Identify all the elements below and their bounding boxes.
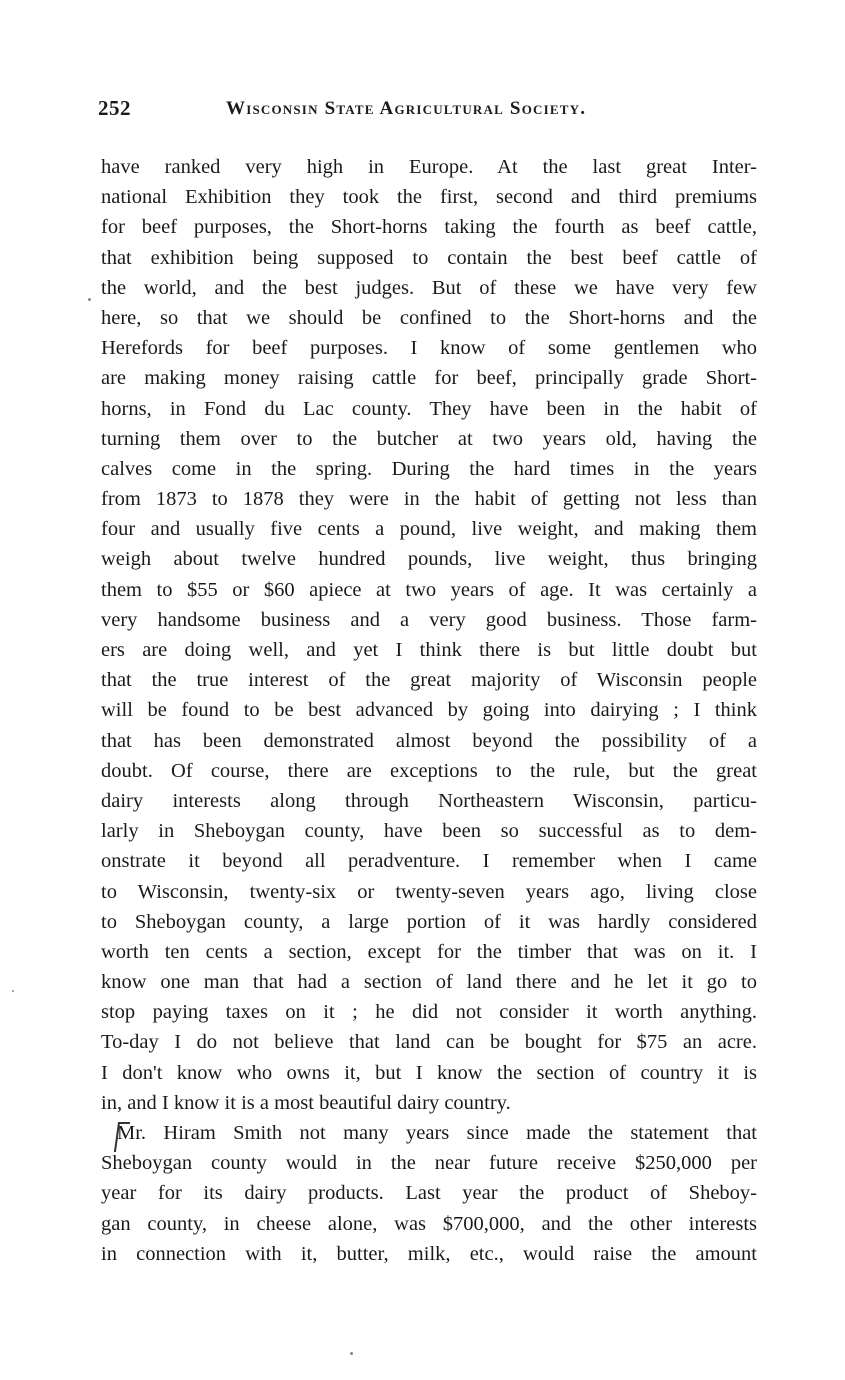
text-line: dairy interests along through Northeastern Wisconsin, particu- — [101, 789, 757, 812]
text-line: from 1873 to 1878 they were in the habit of getting not less than — [101, 488, 757, 511]
text-line: calves come in the spring. During the hard times in the years — [101, 457, 757, 480]
text-line: weigh about twelve hundred pounds, live weight, thus bringing — [101, 548, 757, 571]
text-line: horns, in Fond du Lac county. They have been in the habit of — [101, 397, 757, 420]
text-line: onstrate it beyond all peradventure. I remember when I came — [101, 850, 757, 873]
text-line: to Sheboygan county, a large portion of it was hardly considered — [101, 910, 757, 933]
text-line: worth ten cents a section, except for the timber that was on it. I — [101, 940, 757, 963]
text-line: I don't know who owns it, but I know the section of country it is — [101, 1061, 757, 1084]
text-line: gan county, in cheese alone, was $700,000, and the other interests — [101, 1212, 757, 1235]
text-line: Mr. Hiram Smith not many years since made the statement that — [117, 1122, 757, 1144]
text-line: ers are doing well, and yet I think there is but little doubt but — [101, 639, 757, 661]
text-line: To-day I do not believe that land can be bought for $75 an acre. — [101, 1031, 757, 1054]
text-line: Herefords for beef purposes. I know of some gentlemen who — [101, 337, 757, 360]
ink-speck — [12, 990, 14, 992]
text-line: doubt. Of course, there are exceptions to the rule, but the great — [101, 759, 757, 782]
text-line: are making money raising cattle for beef, principally grade Short- — [101, 367, 757, 390]
text-line: the world, and the best judges. But of these we have very few — [101, 276, 757, 299]
text-line: in connection with it, butter, milk, etc., would raise the amount — [101, 1242, 757, 1265]
text-line: four and usually five cents a pound, live weight, and making them — [101, 518, 757, 541]
text-line: stop paying taxes on it ; he did not consider it worth anything. — [101, 1001, 757, 1024]
page-header — [98, 96, 758, 126]
text-line: turning them over to the butcher at two years old, having the — [101, 427, 757, 450]
text-line: have ranked very high in Europe. At the last great Inter- — [101, 156, 757, 178]
ink-speck — [88, 298, 91, 301]
text-line: here, so that we should be confined to the Short-horns and the — [101, 306, 757, 329]
text-line: national Exhibition they took the first, second and third premiums — [101, 186, 757, 209]
page-number: 252 — [98, 96, 131, 120]
text-line: that exhibition being supposed to contain the best beef cattle of — [101, 246, 757, 269]
text-line: in, and I know it is a most beautiful dairy country. — [101, 1091, 511, 1114]
text-line: for beef purposes, the Short-horns taking the fourth as beef cattle, — [101, 216, 757, 239]
body-text — [101, 152, 757, 1269]
text-line: them to $55 or $60 apiece at two years of age. It was certainly a — [101, 578, 757, 601]
running-head: Wisconsin State Agricultural Society. — [226, 98, 587, 119]
text-line: will be found to be best advanced by going into dairying ; I think — [101, 699, 757, 722]
text-line: very handsome business and a very good business. Those farm- — [101, 608, 757, 631]
ink-speck — [350, 1352, 353, 1355]
text-line: that has been demonstrated almost beyond the possibility of a — [101, 729, 757, 752]
text-line: larly in Sheboygan county, have been so successful as to dem- — [101, 820, 757, 843]
text-line: year for its dairy products. Last year the product of Sheboy- — [101, 1182, 757, 1205]
text-line: know one man that had a section of land there and he let it go to — [101, 971, 757, 994]
text-line: to Wisconsin, twenty-six or twenty-seven years ago, living close — [101, 880, 757, 903]
text-line: that the true interest of the great majority of Wisconsin people — [101, 669, 757, 692]
text-line: Sheboygan county would in the near future receive $250,000 per — [101, 1152, 757, 1175]
